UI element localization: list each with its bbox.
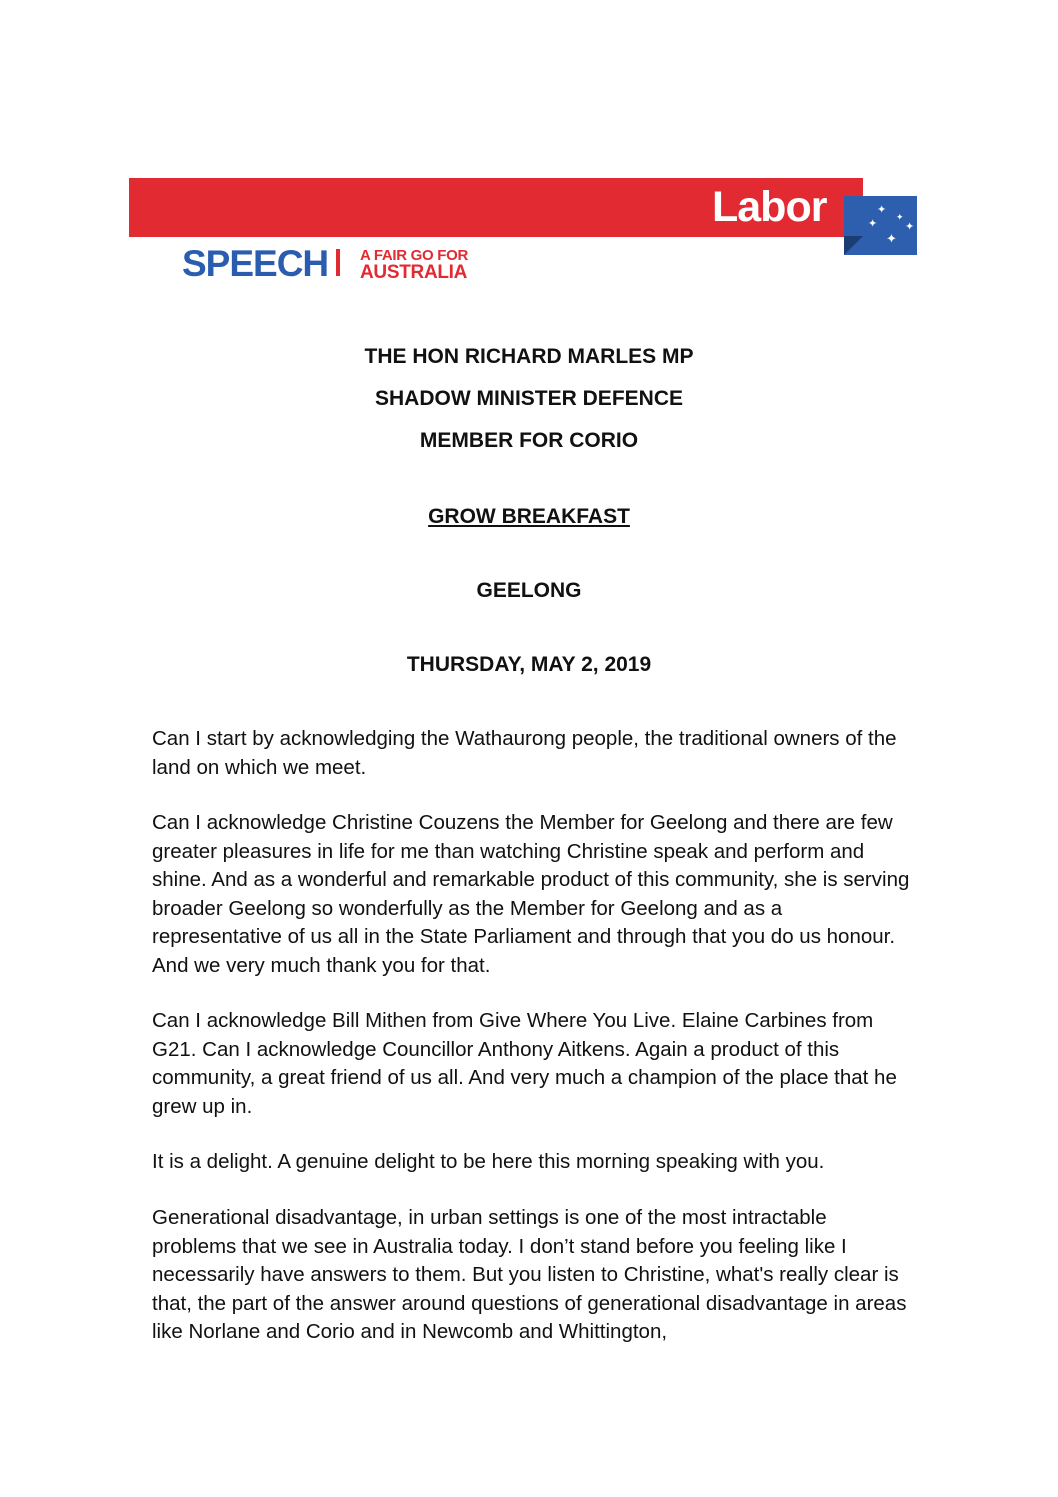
speech-paragraph	[152, 1148, 912, 1177]
speech-paragraph	[152, 809, 912, 981]
speaker-role: SHADOW MINISTER DEFENCE	[374, 387, 683, 410]
event-title: GROW BREAKFAST	[428, 505, 630, 528]
flag-fold-shape	[844, 236, 863, 255]
labor-logo-text: Labor	[712, 183, 827, 231]
star-icon: ✦	[896, 212, 904, 222]
speech-label: SPEECH	[182, 243, 329, 284]
speech-paragraph	[152, 725, 912, 782]
paragraph-text: Can I acknowledge Bill Mithen from Give Where You Live. Elaine Carbines from G21. Can I acknowledge Councillor Anthony Aitkens. Again a product of this community, a great friend of us all. And very much a champion of the place that he grew up in.	[152, 1009, 897, 1118]
tagline-line-2: AUSTRALIA	[360, 262, 468, 283]
star-icon: ✦	[868, 218, 878, 230]
speaker-name: THE HON RICHARD MARLES MP	[364, 345, 694, 368]
star-icon: ✦	[905, 221, 915, 233]
speech-paragraph	[152, 1007, 912, 1121]
paragraph-text: Can I start by acknowledging the Wathaurong people, the traditional owners of the land on which we meet.	[152, 727, 897, 779]
event-location: GEELONG	[476, 579, 582, 602]
star-icon: ✦	[886, 231, 897, 246]
tagline	[360, 248, 500, 281]
star-icon: ✦	[877, 204, 887, 216]
speech-divider	[336, 249, 340, 276]
tagline-line-1: A FAIR GO FOR	[360, 247, 469, 264]
paragraph-text: Can I acknowledge Christine Couzens the Member for Geelong and there are few greater pleasures in life for me than watching Christine speak and perform and shine. And as a wonderful and remarkable product of this community, she is serving broader Geelong so wonderfully as the Member for Geelong and as a representative of us all in the State Parliament and through that you do us honour. And we very much thank you for that.	[152, 811, 910, 977]
paragraph-text: It is a delight. A genuine delight to be here this morning speaking with you.	[152, 1150, 825, 1173]
paragraph-text: Generational disadvantage, in urban settings is one of the most intractable problems that we see in Australia today. I don’t stand before you feeling like I necessarily have answers to them. But you listen to Christine, what's really clear is that, the part of the answer around questions of generational disadvantage in areas like Norlane and Corio and in Newcomb and Whittington,	[152, 1206, 907, 1344]
speech-paragraph	[152, 1204, 912, 1347]
speaker-seat: MEMBER FOR CORIO	[419, 429, 639, 452]
event-date: THURSDAY, MAY 2, 2019	[406, 653, 652, 676]
